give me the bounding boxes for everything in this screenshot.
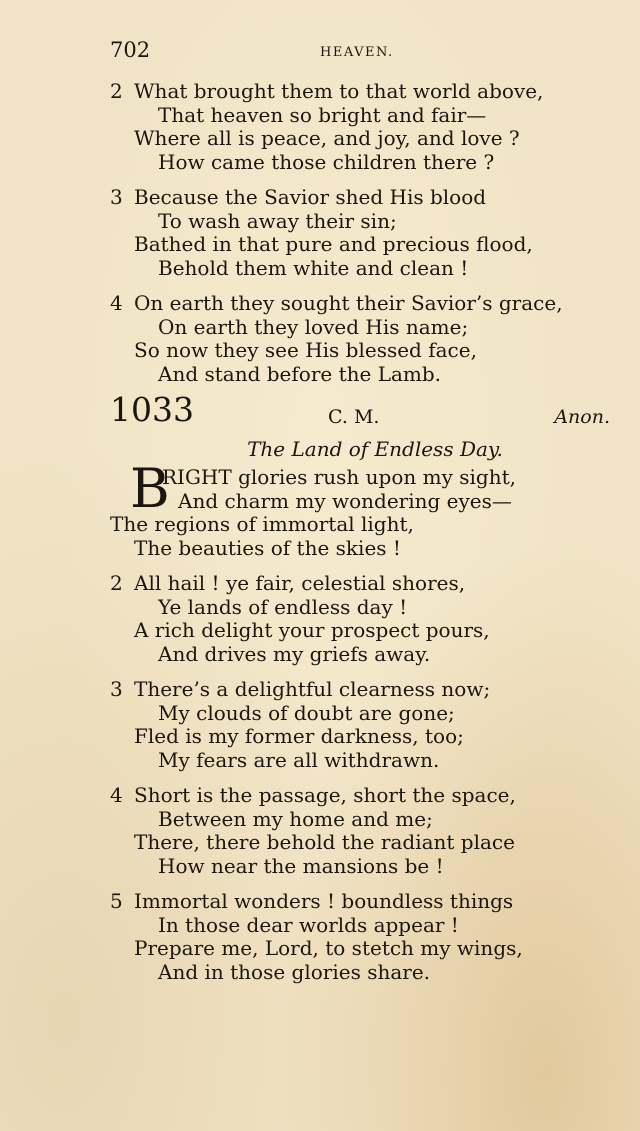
- hymn-heading: [110, 390, 610, 438]
- stanza: [110, 678, 610, 772]
- stanza-number: 2: [110, 571, 123, 595]
- hymn-title: The Land of Endless Day.: [247, 437, 503, 461]
- verse-line: The regions of immortal light,: [110, 512, 414, 536]
- stanza: [110, 186, 610, 280]
- stanza: [110, 890, 610, 984]
- hymn-number: 1033: [110, 390, 194, 429]
- stanza-number: 3: [110, 677, 123, 701]
- drop-cap: B: [130, 457, 170, 520]
- stanza-number: 4: [110, 783, 123, 807]
- verse-line: 3 There’s a delightful clearness now;: [110, 677, 491, 701]
- verse-line: Bathed in that pure and precious flood,: [134, 232, 533, 256]
- verse-line: Behold them white and clean !: [158, 255, 469, 280]
- verse-line: 4 Short is the passage, short the space,: [110, 783, 516, 807]
- verse-line: That heaven so bright and fair—: [158, 102, 487, 127]
- verse-line: RIGHT glories rush upon my sight,: [162, 465, 516, 489]
- verse-line: And drives my griefs away.: [158, 641, 431, 666]
- stanza-number: 2: [110, 79, 123, 103]
- verse-line: So now they see His blessed face,: [134, 338, 477, 362]
- verse-line: And stand before the Lamb.: [158, 361, 442, 386]
- verse-line: Ye lands of endless day !: [158, 594, 408, 619]
- stanza: [110, 292, 610, 386]
- verse-line: 2 What brought them to that world above,: [110, 79, 544, 103]
- verse-line: 5 Immortal wonders ! boundless things: [110, 889, 514, 913]
- verse-line: 2 All hail ! ye fair, celestial shores,: [110, 571, 466, 595]
- verse-line: And in those glories share.: [158, 959, 431, 984]
- stanza-number: 3: [110, 185, 123, 209]
- hymn-meter: C. M.: [328, 406, 380, 428]
- stanza: [110, 572, 610, 666]
- verse-line: A rich delight your prospect pours,: [134, 618, 490, 642]
- verse-line: My fears are all withdrawn.: [158, 747, 440, 772]
- hymn-author: Anon.: [554, 406, 610, 428]
- page-number: 702: [110, 38, 151, 62]
- stanza: [110, 80, 610, 174]
- verse-line: Between my home and me;: [158, 806, 433, 831]
- verse-line: And charm my wondering eyes—: [178, 488, 512, 513]
- verse-line: 4 On earth they sought their Savior’s grace,: [110, 291, 563, 315]
- stanza-number: 4: [110, 291, 123, 315]
- verse-line: Where all is peace, and joy, and love ?: [134, 126, 520, 150]
- page-header: [110, 38, 530, 68]
- verse-line: On earth they loved His name;: [158, 314, 469, 339]
- stanza: [110, 457, 610, 560]
- verse-line: Fled is my former darkness, too;: [134, 724, 464, 748]
- verse-line: How near the mansions be !: [158, 853, 444, 878]
- verse-line: To wash away their sin;: [158, 208, 397, 233]
- verse-line: In those dear worlds appear !: [158, 912, 459, 937]
- verse-line: My clouds of doubt are gone;: [158, 700, 455, 725]
- verse-line: The beauties of the skies !: [134, 535, 401, 560]
- stanza-number: 5: [110, 889, 123, 913]
- verse-line: Prepare me, Lord, to stetch my wings,: [134, 936, 523, 960]
- verse-line: There, there behold the radiant place: [134, 830, 515, 854]
- running-head: HEAVEN.: [320, 45, 394, 60]
- verse-line: 3 Because the Savior shed His blood: [110, 185, 487, 209]
- stanza: [110, 784, 610, 878]
- verse-line: How came those children there ?: [158, 149, 495, 174]
- hymn-text: [110, 80, 610, 996]
